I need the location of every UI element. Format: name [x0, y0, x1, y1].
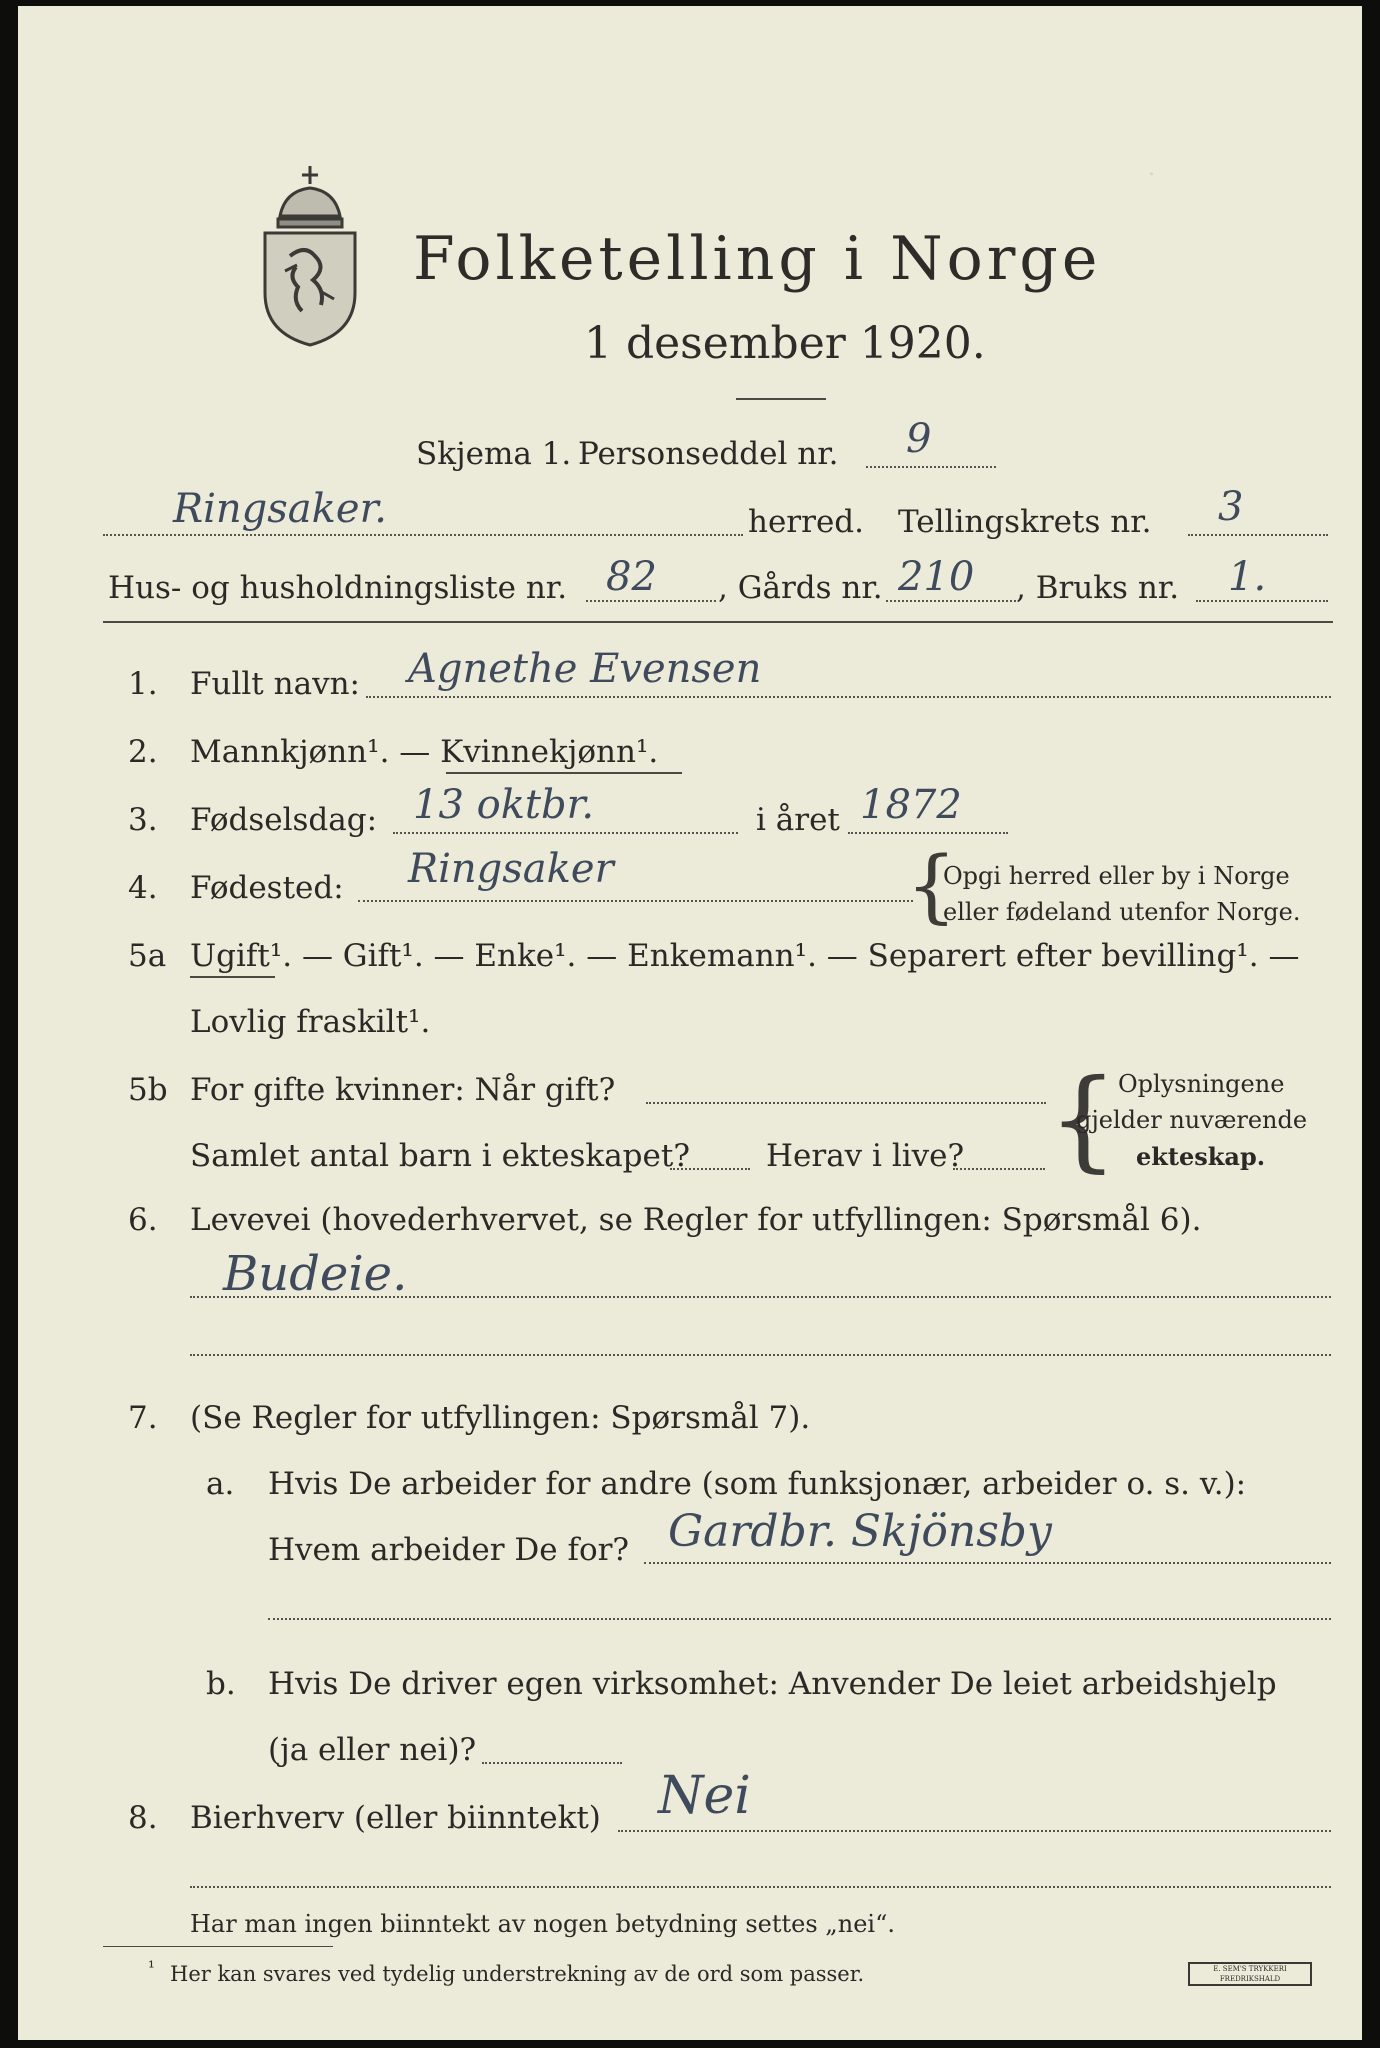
personseddel-label: Personseddel nr. — [578, 436, 839, 472]
q4-note-line1: Opgi herred eller by i Norge — [943, 862, 1290, 890]
q5b-number: 5b — [128, 1072, 168, 1108]
q7a-label-2: Hvem arbeider De for? — [268, 1532, 630, 1568]
husliste-value[interactable]: 82 — [606, 554, 657, 600]
herred-line — [103, 534, 743, 536]
gards-value[interactable]: 210 — [898, 554, 975, 600]
bleed-through: . — [1148, 156, 1155, 181]
q7b-label: Hvis De driver egen virksomhet: Anvender De leiet arbeidshjelp — [268, 1666, 1277, 1702]
q5b-note2: gjelder nuværende — [1076, 1106, 1308, 1134]
herred-value[interactable]: Ringsaker. — [173, 486, 388, 532]
q8-number: 8. — [128, 1800, 158, 1836]
q4-brace: { — [906, 839, 957, 932]
q5a-marital-options[interactable]: Ugift¹. — Gift¹. — Enke¹. — Enkemann¹. — Separert efter bevilling¹. — — [190, 938, 1300, 974]
q5b-note3: ekteskap. — [1136, 1142, 1266, 1171]
schema-label: Skjema 1. — [416, 436, 572, 472]
printer-stamp: E. SEM'S TRYKKERI FREDRIKSHALD — [1188, 1962, 1312, 1986]
q8-side-income[interactable]: Nei — [658, 1766, 751, 1826]
q1-number: 1. — [128, 666, 158, 702]
q7b-label-2: (ja eller nei)? — [268, 1732, 477, 1768]
q7-label: (Se Regler for utfyllingen: Spørsmål 7). — [190, 1400, 811, 1436]
form-date: 1 desember 1920. — [584, 318, 986, 369]
q5b-line2: Samlet antal barn i ekteskapet? — [190, 1138, 690, 1174]
bruks-line — [1196, 600, 1328, 602]
q5b-brace: { — [1048, 1055, 1118, 1183]
q2-gender-options[interactable]: Mannkjønn¹. — Kvinnekjønn¹. — [190, 734, 659, 770]
q4-number: 4. — [128, 870, 158, 906]
norwegian-coat-of-arms-icon — [250, 161, 370, 351]
husliste-label: Hus- og husholdningsliste nr. — [108, 570, 568, 606]
q2-kvinnekjonn-underline — [446, 772, 682, 774]
tellingskrets-value[interactable]: 3 — [1218, 484, 1244, 530]
q4-label: Fødested: — [190, 870, 344, 906]
q1-label: Fullt navn: — [190, 666, 360, 702]
q5b-line1: For gifte kvinner: Når gift? — [190, 1072, 616, 1108]
q5a-number: 5a — [128, 938, 167, 974]
q6-occupation[interactable]: Budeie. — [223, 1246, 408, 1302]
q3-label: Fødselsdag: — [190, 802, 378, 838]
q7b-line[interactable] — [482, 1762, 622, 1764]
gards-line — [886, 600, 1016, 602]
q8-line1 — [618, 1830, 1331, 1832]
bruks-value[interactable]: 1. — [1228, 554, 1267, 600]
q4-note-line2: eller fødeland utenfor Norge. — [943, 898, 1301, 926]
q5a-marital-options-2: Lovlig fraskilt¹. — [190, 1004, 431, 1040]
q7b-letter: b. — [206, 1666, 236, 1702]
footnote-mark: ¹ — [148, 1958, 155, 1978]
q5b-children-line[interactable] — [670, 1168, 750, 1170]
q1-full-name[interactable]: Agnethe Evensen — [408, 646, 762, 692]
header-divider — [103, 621, 1333, 623]
q3-birthday[interactable]: 13 oktbr. — [413, 782, 595, 828]
q5b-alive-line[interactable] — [953, 1168, 1045, 1170]
herred-label: herred. — [748, 504, 864, 540]
q7a-line2 — [268, 1618, 1331, 1620]
q5b-line2b: Herav i live? — [766, 1138, 965, 1174]
q3-number: 3. — [128, 802, 158, 838]
q6-line2 — [190, 1354, 1331, 1356]
q3-year-line — [848, 832, 1008, 834]
personseddel-line — [866, 466, 996, 468]
bruks-label: , Bruks nr. — [1016, 570, 1180, 606]
footnote-divider — [103, 1946, 333, 1947]
census-form-page — [18, 6, 1362, 2040]
q6-line1 — [190, 1296, 1331, 1298]
q7a-letter: a. — [206, 1466, 235, 1502]
q1-line — [366, 696, 1331, 698]
q7a-label: Hvis De arbeider for andre (som funksjonær, arbeider o. s. v.): — [268, 1466, 1247, 1502]
q5b-note1: Oplysningene — [1118, 1070, 1285, 1098]
q3-line — [393, 832, 738, 834]
bottom-note: Har man ingen biinntekt av nogen betydning settes „nei“. — [190, 1910, 895, 1938]
personseddel-value[interactable]: 9 — [906, 416, 932, 462]
q4-line — [358, 900, 913, 902]
q2-number: 2. — [128, 734, 158, 770]
husliste-line — [586, 600, 716, 602]
q8-line2 — [190, 1886, 1331, 1888]
q3-year-label: i året — [756, 802, 840, 838]
q7a-line1 — [644, 1562, 1331, 1564]
footnote-text: Her kan svares ved tydelig understrekning av de ord som passer. — [170, 1962, 865, 1986]
q5a-ugift-underline — [190, 976, 275, 978]
tellingskrets-label: Tellingskrets nr. — [898, 504, 1152, 540]
q7a-employer[interactable]: Gardbr. Skjönsby — [668, 1506, 1052, 1557]
gards-label: , Gårds nr. — [718, 570, 883, 606]
q7-number: 7. — [128, 1400, 158, 1436]
title-divider — [736, 398, 826, 400]
q3-birth-year[interactable]: 1872 — [860, 782, 962, 828]
q5b-when-line[interactable] — [646, 1102, 1046, 1104]
q8-label: Bierhverv (eller biinntekt) — [190, 1800, 601, 1836]
q6-label: Levevei (hovederhvervet, se Regler for utfyllingen: Spørsmål 6). — [190, 1202, 1202, 1238]
q4-birthplace[interactable]: Ringsaker — [408, 846, 614, 892]
q6-number: 6. — [128, 1202, 158, 1238]
form-title: Folketelling i Norge — [413, 224, 1102, 294]
tellingskrets-line — [1188, 534, 1328, 536]
